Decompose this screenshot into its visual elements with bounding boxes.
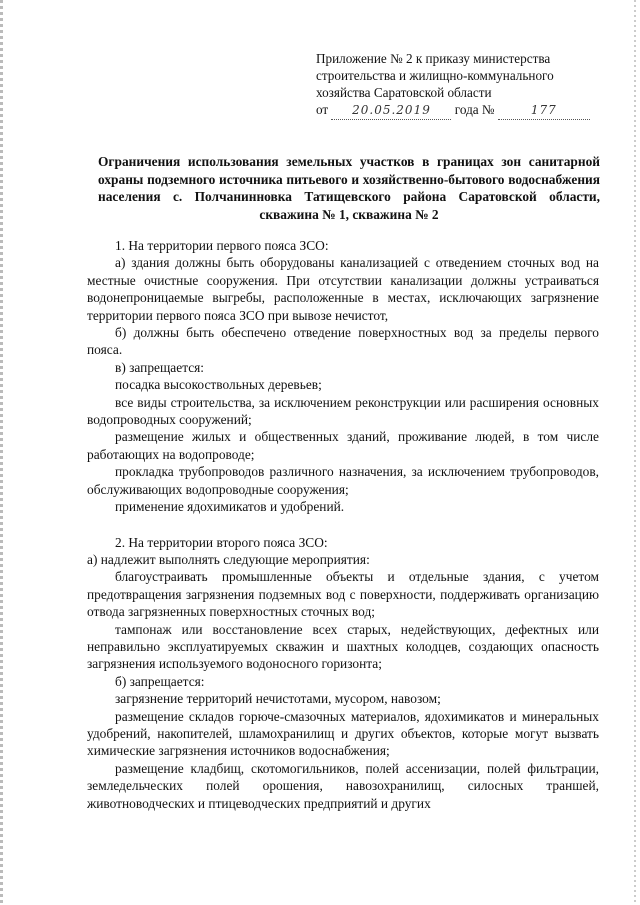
appendix-line: Приложение № 2 к приказу министерства	[316, 51, 551, 66]
appendix-block	[316, 50, 606, 120]
section2-item: а) надлежит выполнять следующие мероприятия:	[87, 551, 370, 567]
section1-item: все виды строительства, за исключением реконструкции или расширения основных водопроводных сооружений;	[87, 394, 599, 428]
section-spacer	[87, 516, 599, 534]
section2-item: размещение кладбищ, скотомогильников, полей ассенизации, полей фильтрации, земледельческих полей орошения, навозохранилищ, силосных траншей, животноводческих и птицеводческих предприятий и других	[87, 760, 599, 811]
section2-item: благоустраивать промышленные объекты и отдельные здания, с учетом предотвращения загрязнения подземных вод с поверхности, поддерживать организацию отвода загрязненных поверхностных сточных вод;	[87, 569, 599, 620]
appendix-line: хозяйства Саратовской области	[316, 85, 492, 100]
section1-item: б) должны быть обеспечено отведение поверхностных вод за пределы первого пояса.	[87, 325, 599, 358]
section2-item: б) запрещается:	[115, 673, 205, 689]
section1-item: размещение жилых и общественных зданий, проживание людей, в том числе работающих на водопроводе;	[87, 429, 599, 462]
section1-heading: 1. На территории первого пояса ЗСО:	[115, 238, 329, 253]
section1-item: применение ядохимикатов и удобрений.	[115, 499, 345, 515]
handwritten-date: 20.05.2019	[331, 102, 451, 120]
section1-item: посадка высокоствольных деревьев;	[115, 377, 322, 393]
section2-item: загрязнение территорий нечистотами, мусором, навозом;	[115, 691, 441, 707]
scan-edge-right	[634, 0, 636, 905]
scan-edge-left	[0, 0, 3, 905]
section2-heading: 2. На территории второго пояса ЗСО:	[115, 534, 328, 550]
section2-item: размещение складов горюче-смазочных материалов, ядохимикатов и минеральных удобрений, накопителей, шламохранилищ и других объектов, которые могут вызвать химические загрязнения источников водоснабжения;	[87, 708, 599, 759]
appendix-date-line	[316, 101, 606, 120]
section1-item: прокладка трубопроводов различного назначения, за исключением трубопроводов, обслуживающих водопроводные сооружения;	[87, 464, 599, 497]
document-title: Ограничения использования земельных участков в границах зон санитарной охраны подземного источника питьевого и хозяйственно-бытового водоснабжения населения с. Полчанинновка Татищевского района Саратовской области, скважина № 1, скважина № 2	[98, 154, 600, 222]
section1-item: в) запрещается:	[115, 359, 205, 375]
year-label: года №	[454, 102, 495, 117]
from-label: от	[316, 102, 329, 117]
appendix-line: строительства и жилищно-коммунального	[316, 68, 554, 83]
section2-item: тампонаж или восстановление всех старых, недействующих, дефектных или неправильно эксплуатируемых скважин и шахтных колодцев, создающих опасность загрязнения используемого водоносного горизонта;	[87, 621, 599, 672]
document-body	[87, 237, 599, 812]
handwritten-order-number: 177	[498, 102, 590, 120]
section1-item: а) здания должны быть оборудованы канализацией с отведением сточных вод на местные очистные сооружения. При отсутствии канализации должны устраиваться водонепроницаемые выгребы, расположенные в местах, исключающих загрязнение территории первого пояса ЗСО при вывозе нечистот,	[87, 255, 599, 323]
